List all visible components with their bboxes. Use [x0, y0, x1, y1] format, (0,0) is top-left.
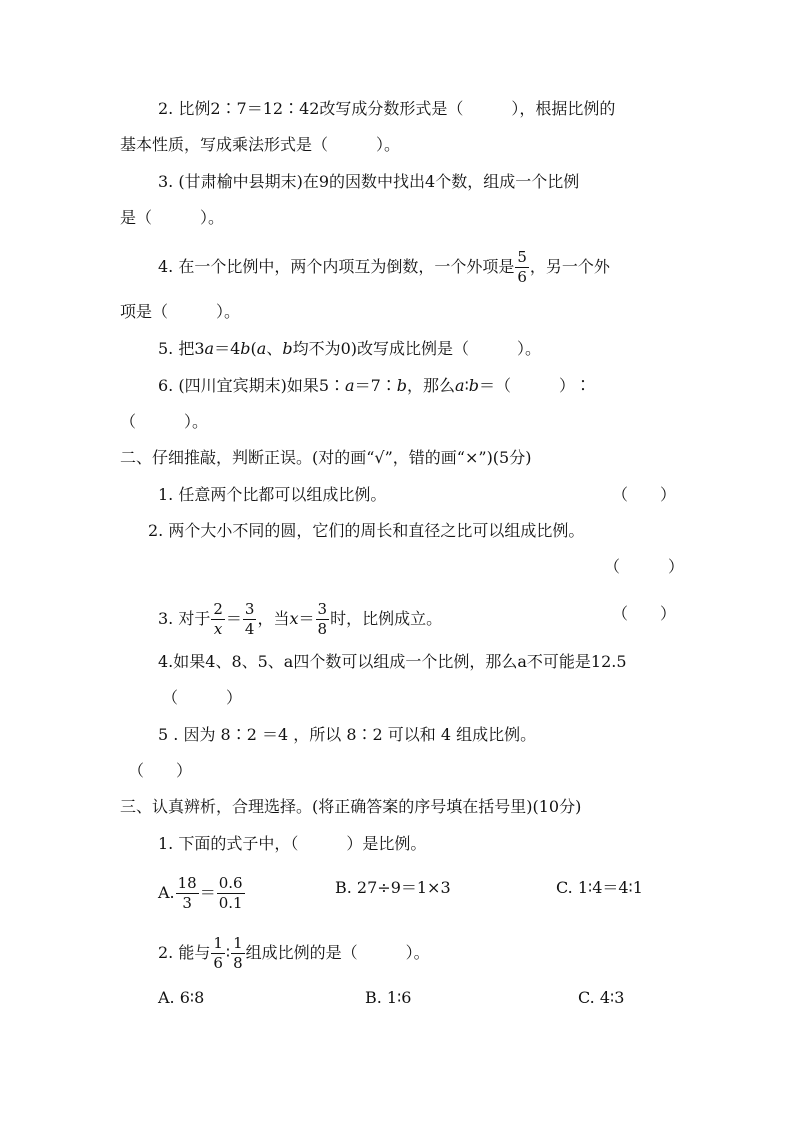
fill-q4-prefix: 4. 在一个比例中，两个内项互为倒数，一个外项是	[158, 257, 515, 276]
judge-q2-bracket: （ ）	[604, 557, 685, 576]
fraction-0.6-over-0.1	[217, 876, 245, 911]
fraction-numerator: 2	[213, 600, 223, 618]
fill-q6-suffix: ＝（ ）∶	[479, 376, 592, 395]
fraction-denominator: 8	[233, 954, 243, 972]
fill-q2-line2: 基本性质，写成乘法形式是（ ）。	[120, 135, 401, 154]
judge-q1: 1. 任意两个比都可以组成比例。	[158, 485, 387, 504]
fraction-denominator: x	[213, 620, 223, 638]
choice-q1-option-c: C. 1∶4＝4∶1	[556, 878, 643, 897]
fill-q5-mid: ＝4	[214, 339, 241, 358]
section3-heading: 三、认真辨析，合理选择。(将正确答案的序号填在括号里)(10分)	[120, 797, 582, 816]
fill-q5-rest3: 均不为0)改写成比例是（ ）。	[292, 339, 542, 358]
choice-q1-option-b: B. 27÷9＝1×3	[335, 878, 451, 897]
fill-q4-suffix: ，另一个外	[529, 257, 610, 276]
judge-q3	[158, 602, 442, 637]
fraction-numerator: 5	[517, 248, 527, 266]
var-a: a	[345, 376, 355, 395]
fill-q6-mid2: ，那么	[407, 376, 456, 395]
choice-q1-option-a	[158, 876, 246, 911]
choice-q2-option-b: B. 1∶6	[365, 988, 412, 1007]
fill-q2-line1: 2. 比例2∶7＝12∶42改写成分数形式是（ ），根据比例的	[158, 99, 616, 118]
fraction-18-over-3	[176, 876, 199, 911]
var-a: a	[204, 339, 215, 358]
var-x: x	[289, 609, 299, 628]
fill-q6-prefix: 6. (四川宜宾期末)如果5∶	[158, 376, 346, 395]
choice-q2-option-c: C. 4∶3	[578, 988, 625, 1007]
fraction-numerator: 1	[233, 934, 243, 952]
fill-q3-line1: 3. (甘肃榆中县期末)在9的因数中找出4个数，组成一个比例	[158, 172, 580, 191]
fill-q6-line1	[158, 374, 591, 398]
fraction-denominator: 0.1	[218, 894, 243, 912]
equals-sign: ＝	[225, 609, 242, 628]
fraction-numerator: 3	[317, 600, 328, 618]
judge-q3-prefix: 3. 对于	[158, 609, 211, 628]
fraction-1-over-6	[211, 936, 225, 971]
fraction-numerator: 18	[177, 874, 197, 892]
judge-q4: 4.如果4、8、5、a四个数可以组成一个比例，那么a不可能是12.5	[158, 652, 627, 671]
judge-q2: 2. 两个大小不同的圆，它们的周长和直径之比可以组成比例。	[148, 521, 585, 540]
fraction-3-over-4	[243, 602, 257, 637]
fraction-denominator: 4	[244, 620, 255, 638]
fraction-1-over-8	[231, 936, 245, 971]
fill-q5-prefix: 5. 把3	[158, 339, 205, 358]
option-label: A.	[158, 883, 175, 902]
equals-sign: ＝	[298, 609, 315, 628]
fraction-numerator: 0.6	[218, 874, 243, 892]
fill-q6-line2: （ ）。	[120, 412, 209, 431]
var-b: b	[468, 376, 479, 395]
var-a: a	[455, 376, 465, 395]
ratio-colon: ∶	[464, 376, 469, 395]
choice-q2-prefix: 2. 能与	[158, 943, 211, 962]
fraction-denominator: 8	[317, 620, 328, 638]
fill-q3-line2: 是（ ）。	[120, 208, 225, 227]
choice-q2-option-a: A. 6∶8	[158, 988, 205, 1007]
section2-heading: 二、仔细推敲，判断正误。(对的画“√”，错的画“×”)(5分)	[120, 448, 532, 467]
fraction-numerator: 1	[213, 934, 223, 952]
fill-q6-mid: ＝7∶	[354, 376, 397, 395]
fraction-3-over-8	[316, 602, 330, 637]
fraction-five-sixths	[515, 250, 529, 285]
fill-q5-rest2: 、	[266, 339, 283, 358]
fill-q5-rest1: (	[250, 339, 257, 358]
var-b: b	[282, 339, 293, 358]
judge-q3-mid: ，当	[257, 609, 290, 628]
var-a: a	[256, 339, 267, 358]
choice-q2	[158, 936, 430, 971]
judge-q3-bracket: （ ）	[612, 604, 677, 623]
var-b: b	[396, 376, 408, 395]
fraction-denominator: 6	[213, 954, 223, 972]
fill-q5	[158, 337, 541, 361]
fraction-denominator: 3	[182, 894, 192, 912]
fraction-2-over-x	[211, 602, 225, 637]
var-b: b	[240, 339, 251, 358]
judge-q4-bracket: （ ）	[162, 688, 243, 707]
judge-q5-bracket: （ ）	[128, 761, 193, 780]
fill-q4-line2: 项是（ ）。	[120, 302, 241, 321]
ratio-colon: ∶	[225, 943, 231, 962]
equals-sign: ＝	[199, 883, 216, 902]
judge-q3-suffix: 时，比例成立。	[330, 609, 443, 628]
judge-q5: 5 . 因为 8∶2 ＝4 ，所以 8∶2 可以和 4 组成比例。	[158, 725, 537, 744]
choice-q1: 1. 下面的式子中，（ ）是比例。	[158, 834, 427, 853]
judge-q1-bracket: （ ）	[612, 485, 677, 504]
choice-q2-suffix: 组成比例的是（ ）。	[245, 943, 430, 962]
fill-q4-line1	[158, 250, 610, 285]
fraction-numerator: 3	[244, 600, 255, 618]
fraction-denominator: 6	[517, 268, 527, 286]
